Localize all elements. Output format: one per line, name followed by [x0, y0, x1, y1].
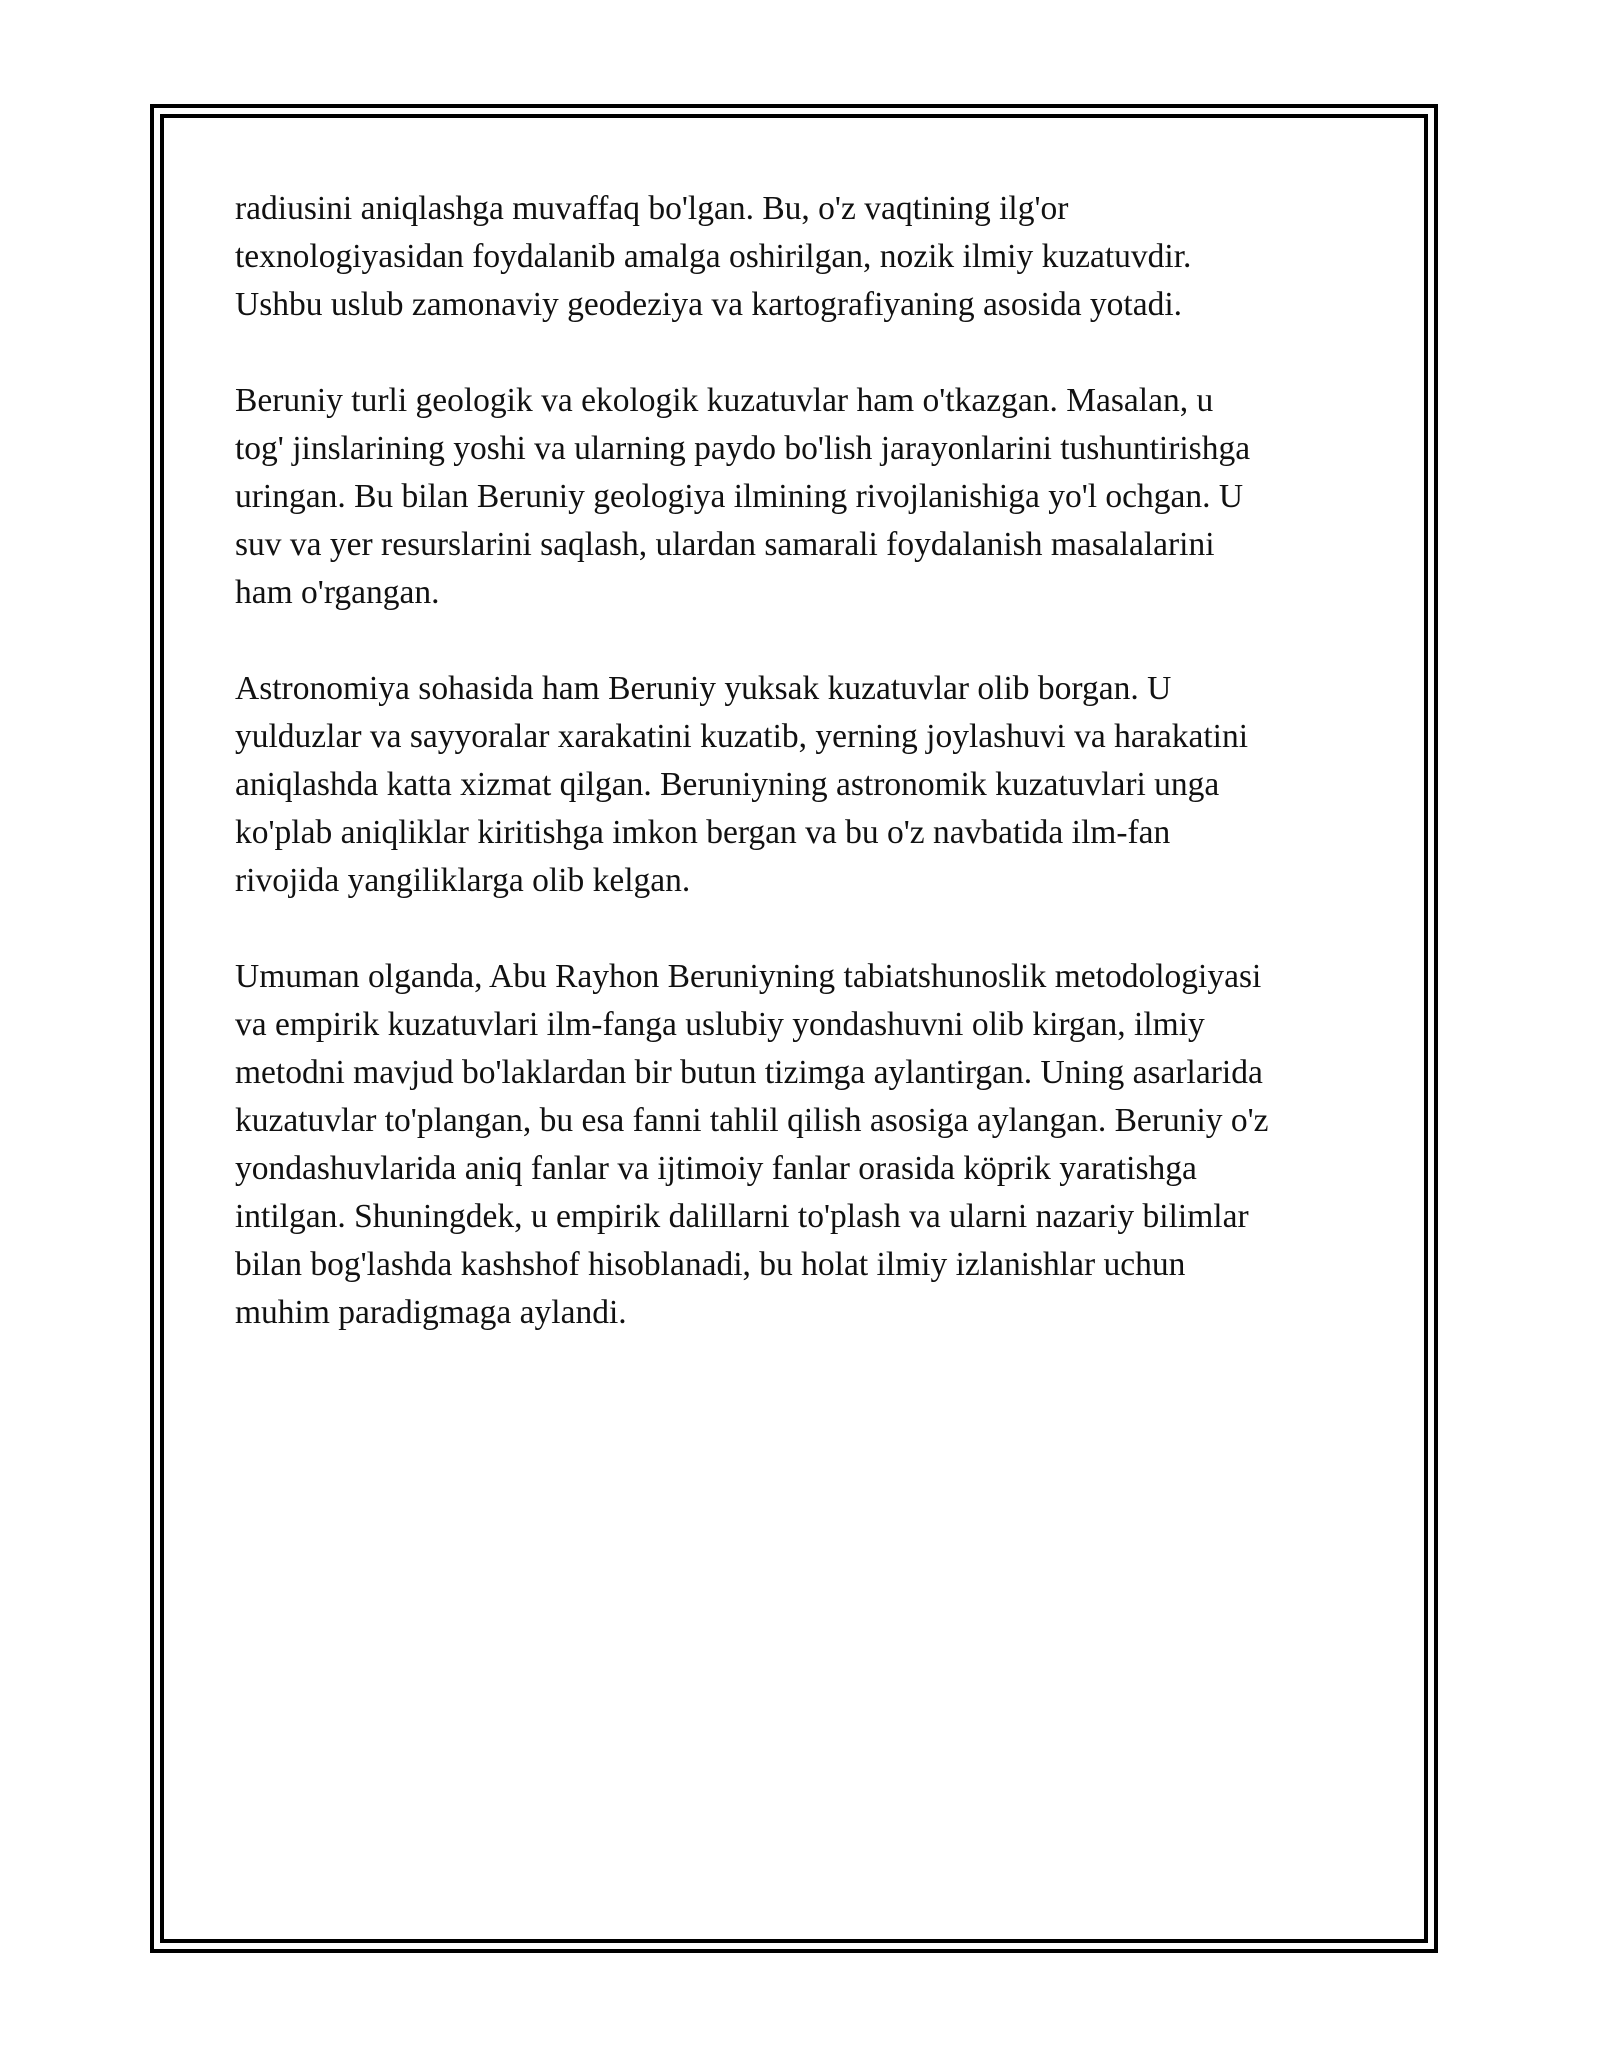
document-body [235, 185, 1370, 1385]
text-line: Umuman olganda, Abu Rayhon Beruniyning tabiatshunoslik metodologiyasi [235, 958, 1262, 995]
text-line: suv va yer resurslarini saqlash, ulardan samarali foydalanish masalalarini [235, 526, 1215, 563]
text-line: va empirik kuzatuvlari ilm-fanga uslubiy yondashuvni olib kirgan, ilmiy [235, 1006, 1205, 1043]
paragraph-4 [235, 953, 1370, 1337]
text-line: ko'plab aniqliklar kiritishga imkon bergan va bu o'z navbatida ilm-fan [235, 814, 1171, 851]
text-line: Astronomiya sohasida ham Beruniy yuksak kuzatuvlar olib borgan. U [235, 670, 1172, 707]
text-line: intilgan. Shuningdek, u empirik dalillarni to'plash va ularni nazariy bilimlar [235, 1198, 1249, 1235]
paragraph-3 [235, 665, 1370, 905]
text-line: radiusini aniqlashga muvaffaq bo'lgan. Bu, o'z vaqtining ilg'or [235, 190, 1069, 227]
text-line: Ushbu uslub zamonaviy geodeziya va kartografiyaning asosida yotadi. [235, 286, 1183, 323]
text-line: Beruniy turli geologik va ekologik kuzatuvlar ham o'tkazgan. Masalan, u [235, 382, 1214, 419]
text-line: muhim paradigmaga aylandi. [235, 1294, 627, 1331]
text-line: kuzatuvlar to'plangan, bu esa fanni tahlil qilish asosiga aylangan. Beruniy o'z [235, 1102, 1269, 1139]
text-line: uringan. Bu bilan Beruniy geologiya ilmining rivojlanishiga yo'l ochgan. U [235, 478, 1244, 515]
paragraph-2 [235, 377, 1370, 617]
text-line: texnologiyasidan foydalanib amalga oshirilgan, nozik ilmiy kuzatuvdir. [235, 238, 1192, 275]
text-line: aniqlashda katta xizmat qilgan. Beruniyning astronomik kuzatuvlari unga [235, 766, 1220, 803]
text-line: yulduzlar va sayyoralar xarakatini kuzatib, yerning joylashuvi va harakatini [235, 718, 1249, 755]
text-line: bilan bog'lashda kashshof hisoblanadi, bu holat ilmiy izlanishlar uchun [235, 1246, 1186, 1283]
paragraph-1 [235, 185, 1370, 329]
text-line: metodni mavjud bo'laklardan bir butun tizimga aylantirgan. Uning asarlarida [235, 1054, 1263, 1091]
text-line: yondashuvlarida aniq fanlar va ijtimoiy fanlar orasida köprik yaratishga [235, 1150, 1197, 1187]
text-line: tog' jinslarining yoshi va ularning paydo bo'lish jarayonlarini tushuntirishga [235, 430, 1251, 467]
text-line: ham o'rgangan. [235, 574, 440, 611]
text-line: rivojida yangiliklarga olib kelgan. [235, 862, 691, 899]
